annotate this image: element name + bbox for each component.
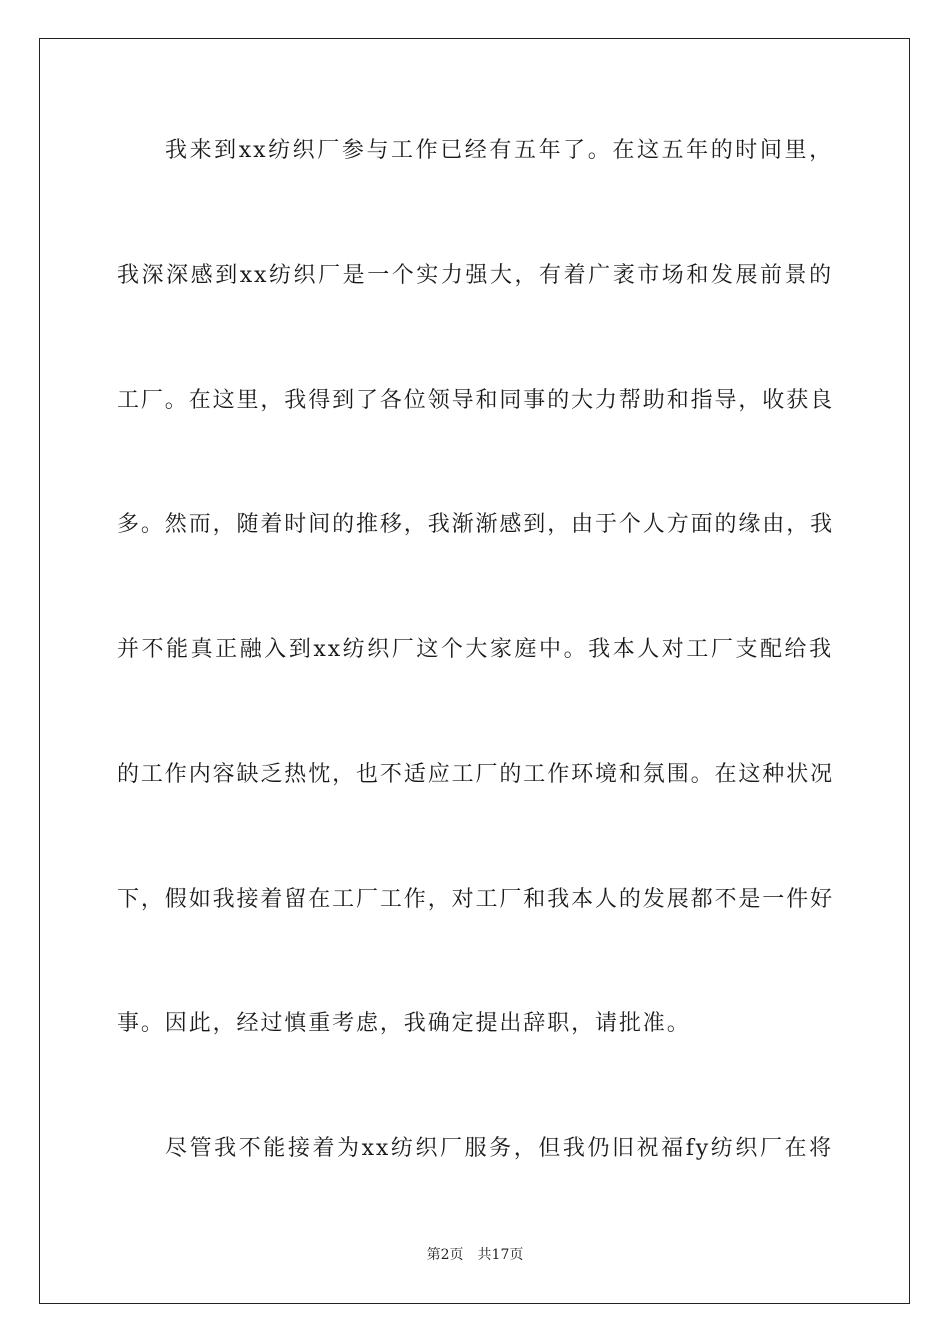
paragraph-1-line-3: 工厂。在这里，我得到了各位领导和同事的大力帮助和指导，收获良 (117, 388, 835, 413)
paragraph-1-line-8: 事。因此，经过慎重考虑，我确定提出辞职，请批准。 (117, 1011, 691, 1036)
page-total: 共17页 (477, 1247, 524, 1263)
page-number: 第2页 (426, 1247, 464, 1263)
paragraph-1-line-5: 并不能真正融入到xx纺织厂这个大家庭中。我本人对工厂支配给我 (117, 637, 833, 662)
page-border (39, 38, 910, 1304)
paragraph-1-line-1: 我来到xx纺织厂参与工作已经有五年了。在这五年的时间里， (165, 138, 833, 163)
page-footer (0, 1246, 950, 1264)
paragraph-1-line-4: 多。然而，随着时间的推移，我渐渐感到，由于个人方面的缘由，我 (117, 512, 835, 537)
paragraph-1-line-7: 下，假如我接着留在工厂工作，对工厂和我本人的发展都不是一件好 (117, 887, 835, 912)
paragraph-1-line-2: 我深深感到xx纺织厂是一个实力强大，有着广袤市场和发展前景的 (117, 263, 833, 288)
paragraph-1-line-6: 的工作内容缺乏热忱，也不适应工厂的工作环境和氛围。在这种状况 (117, 762, 835, 787)
paragraph-2-line-1: 尽管我不能接着为xx纺织厂服务，但我仍旧祝福fy纺织厂在将 (165, 1136, 833, 1161)
